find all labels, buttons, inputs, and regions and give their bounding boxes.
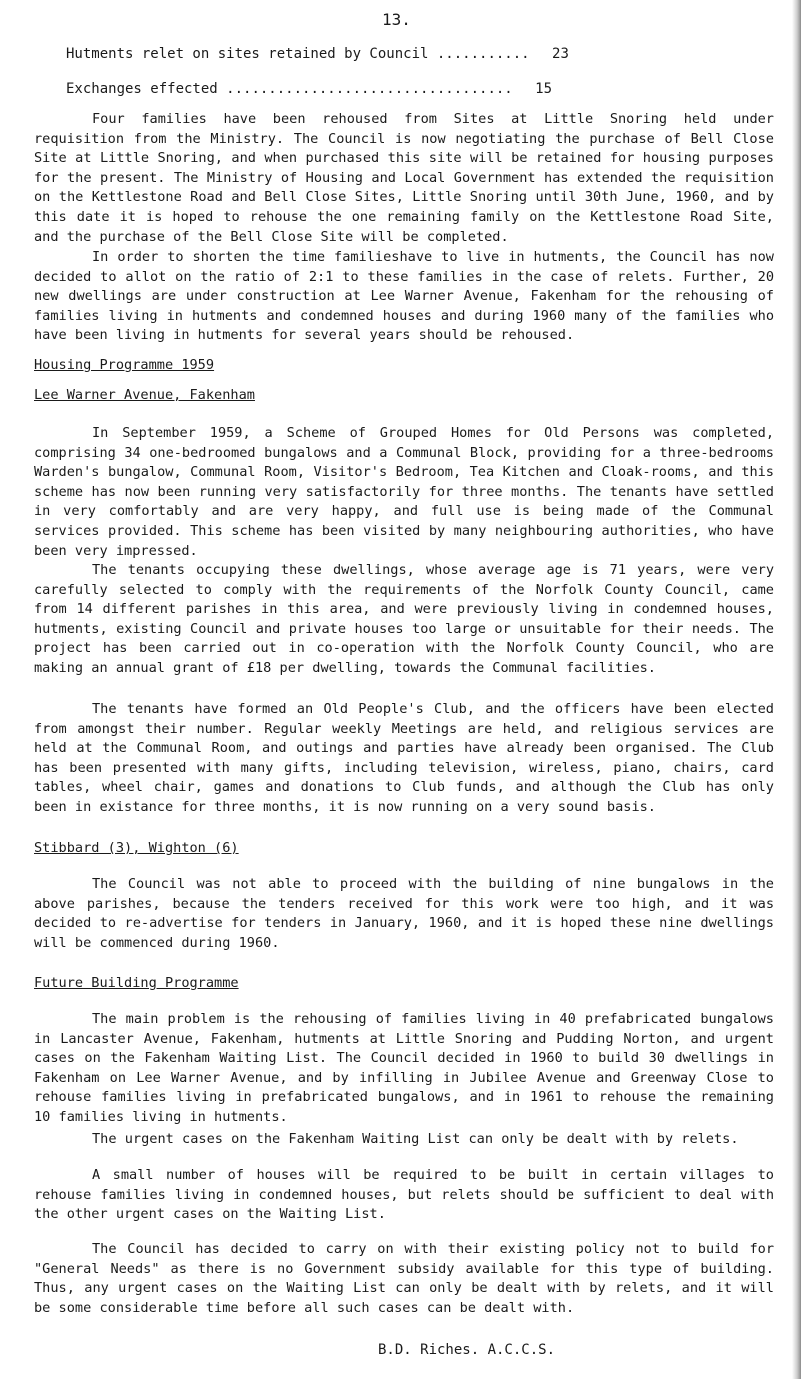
- page-number: 13.: [382, 10, 411, 29]
- summary-value: 15: [535, 81, 553, 97]
- summary-label: Hutments relet on sites retained by Council: [66, 46, 429, 62]
- heading-lee-warner: Lee Warner Avenue, Fakenham: [34, 387, 255, 403]
- summary-line-exchanges: [66, 81, 552, 97]
- summary-leader: ..................................: [226, 81, 513, 97]
- heading-stibbard-wighton: Stibbard (3), Wighton (6): [34, 840, 239, 856]
- paragraph-shorten-time: In order to shorten the time familieshave to live in hutments, the Council has now decided to allot on the ratio of 2:1 to these families in the case of relets. Further, 20 new dwellings are under construction at Lee Warner Avenue, Fakenham for the rehousing of families living in hutments and condemned houses and during 1960 many of the families who have been living in hutments for several years should be rehoused.: [34, 249, 774, 344]
- paragraph-general-needs: The Council has decided to carry on with their existing policy not to build for "General Needs" as there is no Government subsidy available for this type of building. Thus, any urgent cases on the Waiting List can only be dealt with by relets, and it will be some considerable time before all such cases can be dealt with.: [34, 1241, 774, 1316]
- paragraph-nine-bungalows: The Council was not able to proceed with the building of nine bungalows in the above parishes, because the tenders received for this work were too high, and it was decided to re-advertise for tenders in January, 1960, and it is hoped these nine dwellings will be commenced during 1960.: [34, 876, 774, 951]
- paragraph-old-peoples-club: The tenants have formed an Old People's Club, and the officers have been elected from amongst their number. Regular weekly Meetings are held, and religious services are held at the Communal Room, and outings and parties have already been organised. The Club has been presented with many gifts, including television, wireless, piano, chairs, card tables, wheel chair, games and donations to Club funds, and although the Club has only been in existance for three months, it is now running on a very sound basis.: [34, 701, 774, 815]
- paragraph-grouped-homes: In September 1959, a Scheme of Grouped Homes for Old Persons was completed, comprising 34 one-bedroomed bungalows and a Communal Block, providing for a three-bedrooms Warden's bungalow, Communal Room, Visitor's Bedroom, Tea Kitchen and Cloak-rooms, and this scheme has now been running very satisfactorily for three months. The tenants have settled in very comfortably and are very happy, and full use is being made of the Communal services provided. This scheme has been visited by many neighbouring authorities, who have been very impressed.: [34, 425, 774, 559]
- summary-leader: ...........: [436, 46, 530, 62]
- heading-future-building: Future Building Programme: [34, 975, 239, 991]
- paragraph-main-problem: The main problem is the rehousing of families living in 40 prefabricated bungalows in Lancaster Avenue, Fakenham, hutments at Little Snoring and Pudding Norton, and urgent cases on the Fakenham Waiting List. The Council decided in 1960 to build 30 dwellings in Fakenham on Lee Warner Avenue, and by infilling in Jubilee Avenue and Greenway Close to rehouse families living in prefabricated bungalows, and in 1961 to rehouse the remaining 10 families living in hutments.: [34, 1011, 774, 1125]
- paragraph-small-number: A small number of houses will be required to be built in certain villages to rehouse families living in condemned houses, but relets should be sufficient to deal with the other urgent cases on the Waiting List.: [34, 1167, 774, 1223]
- summary-value: 23: [552, 46, 569, 62]
- page-edge-shadow: [792, 0, 801, 1379]
- paragraph-rehoused-sites: Four families have been rehoused from Sites at Little Snoring held under requisition from the Ministry. The Council is now negotiating the purchase of Bell Close Site at Little Snoring, and when purchased this site will be retained for housing purposes for the present. The Ministry of Housing and Local Government has extended the requisition on the Kettlestone Road and Bell Close Sites, Little Snoring until 30th June, 1960, and by this date it is hoped to rehouse the one remaining family on the Kettlestone Road Site, and the purchase of the Bell Close Site will be completed.: [34, 111, 774, 245]
- paragraph-tenants-selected: The tenants occupying these dwellings, whose average age is 71 years, were very carefully selected to comply with the requirements of the Norfolk County Council, came from 14 different parishes in this area, and were previously living in condemned houses, hutments, existing Council and private houses too large or unsuitable for their needs. The project has been carried out in co-operation with the Norfolk County Council, who are making an annual grant of £18 per dwelling, towards the Communal facilities.: [34, 562, 774, 676]
- summary-label: Exchanges effected: [66, 81, 218, 97]
- heading-housing-programme: Housing Programme 1959: [34, 357, 215, 373]
- signature: B.D. Riches. A.C.C.S.: [378, 1342, 556, 1358]
- summary-line-hutments: [66, 46, 569, 62]
- paragraph-urgent-cases: The urgent cases on the Fakenham Waiting List can only be dealt with by relets.: [92, 1131, 739, 1147]
